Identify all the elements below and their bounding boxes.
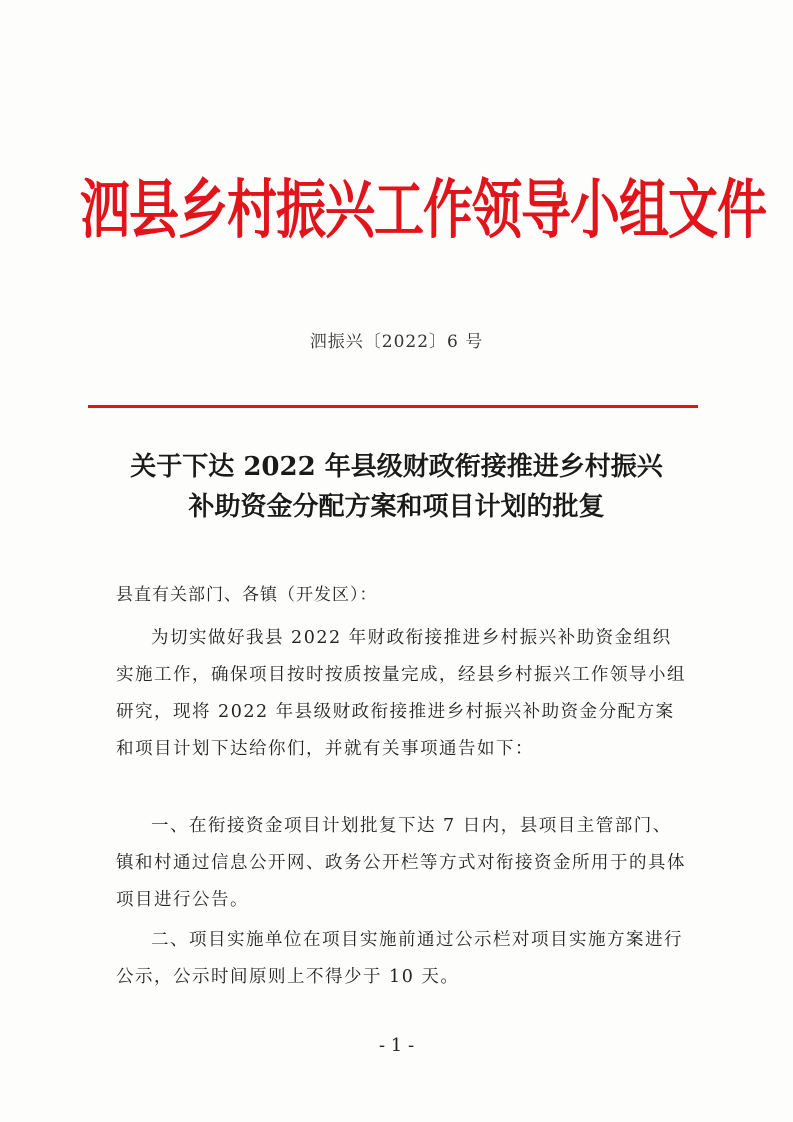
red-separator-line xyxy=(88,405,698,408)
page-number: - 1 - xyxy=(378,1035,415,1056)
salutation: 县直有关部门、各镇（开发区）： xyxy=(116,585,378,605)
body-paragraph: 一、在衔接资金项目计划批复下达 7 日内，县项目主管部门、镇和村通过信息公开网、政务公开栏等方式对衔接资金所用于的具体项目进行公告。 xyxy=(116,816,686,910)
document-title-line-1: 关于下达 2022 年县级财政衔接推进乡村振兴 xyxy=(130,452,663,482)
body-paragraph: 二、项目实施单位在项目实施前通过公示栏对项目实施方案进行公示，公示时间原则上不得少于 10 天。 xyxy=(116,930,683,987)
document-title-line-2: 补助资金分配方案和项目计划的批复 xyxy=(188,492,605,522)
body-paragraph: 为切实做好我县 2022 年财政衔接推进乡村振兴补助资金组织实施工作，确保项目按时按质按量完成，经县乡村振兴工作领导小组研究，现将 2022 年县级财政衔接推进乡村振兴补助资金分配方案和项目计划下达给你们，并就有关事项通告如下： xyxy=(116,628,686,759)
document-number: 泗振兴〔2022〕6 号 xyxy=(309,332,484,352)
issuer-heading: 泗县乡村振兴工作领导小组文件 xyxy=(80,171,766,248)
